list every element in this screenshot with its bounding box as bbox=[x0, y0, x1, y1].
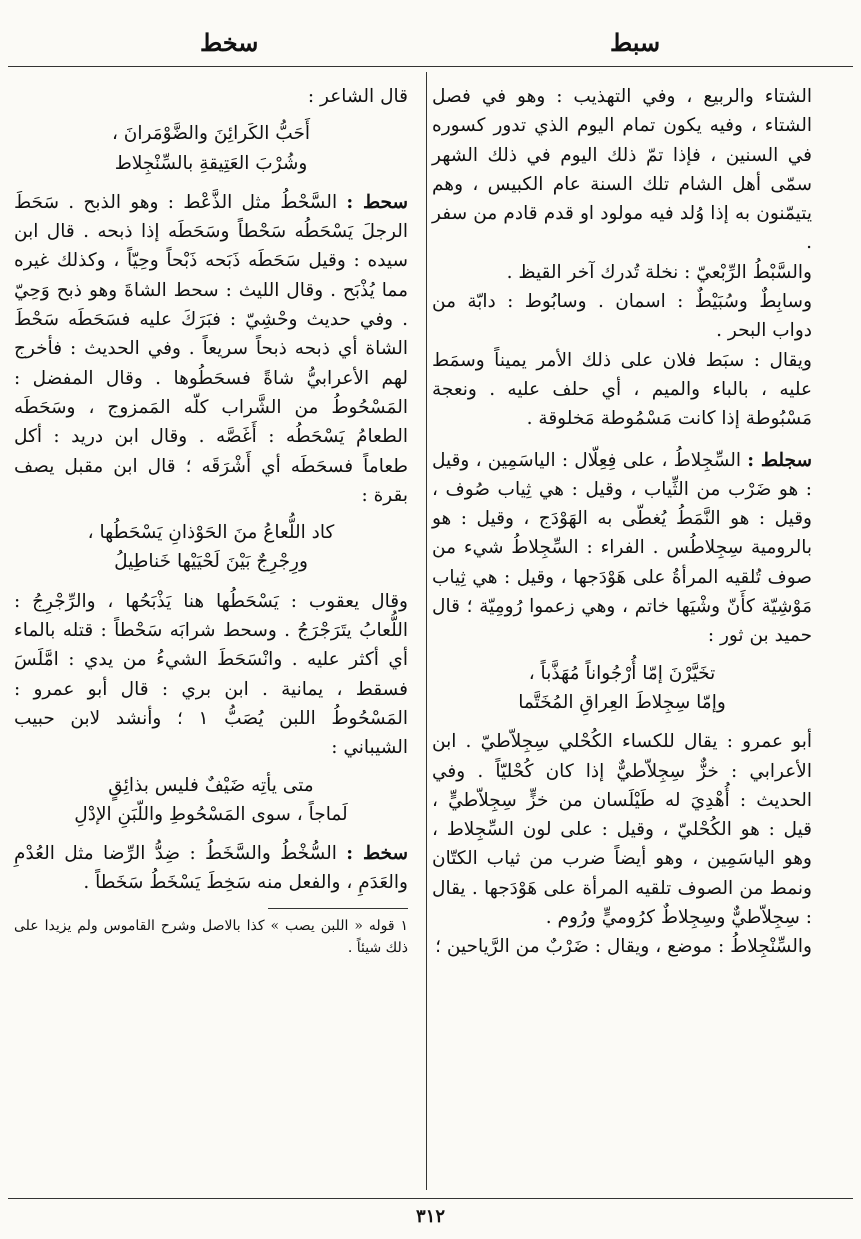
poem-verse bbox=[14, 518, 408, 577]
poem-verse bbox=[432, 659, 812, 718]
verse-line: وشُرْبَ العَتِيقةِ بالسِّنْجِلاط bbox=[114, 152, 308, 174]
verse-line: متى يأتِه ضَيْفٌ فليس بذائِقٍ bbox=[108, 774, 314, 796]
verse-line: تخَيَّرْنَ إمّا أُرْجُواناً مُهَذَّباً ، bbox=[528, 662, 716, 684]
verse-line: كاد اللُّعاعُ منَ الحَوْذانِ يَسْحَطُها ، bbox=[87, 522, 335, 544]
entry-text: السَّحْطُ مثل الذَّعْط : وهو الذبح . سَحَطَ الرجلَ يَسْحَطُه سَحْطاً وسَحَطَه إذا ذبحه . قال ابن سيده : وقيل سَحَطَه ذَبَحه ذَبْحاً وحِيّاً ، وكذلك غيره مما يُذْبَح . وقال الليث : سحط الشاةَ وهو ذبح وَحِيّ . وفي حديث وحْشِيّ : فبَرَكَ عليه فسَحَطَه سَحْطَ الشاة أي ذبحه ذبحاً سريعاً . وفي الحديث : فأخرج لهم الأعرابيُّ شاةً فسحَطُوها . وقال المفضل : المَسْحُوطُ من الشَّراب كلّه المَمزوج ، وسَحَطَه الطعامُ يَسْحَطُه : أَغَصَّه . وقال ابن دريد : أكل طعاماً فسحَطَه أي أَشْرَقَه ؛ قال ابن مقبل يصف بقرة : bbox=[14, 191, 408, 506]
right-column bbox=[432, 82, 812, 962]
header-root-left: سخط bbox=[200, 28, 259, 57]
entry-text: السُّخْطُ والسَّخَطُ : ضِدُّ الرِّضا مثل العُدْمِ والعَدَمِ ، والفعل منه سَخِطَ يَسْخَطُ سَخَطاً . bbox=[14, 843, 408, 894]
bottom-rule bbox=[8, 1198, 853, 1199]
entry-paragraph: قال الشاعر : bbox=[307, 86, 408, 107]
entry-paragraph: وسابِطٌ وسُبَيْطٌ : اسمان . وسابُوط : دابّة من دواب البحر . bbox=[432, 291, 812, 342]
entry-text: السِّجِلاطُ ، على فِعِلّال : الياسَمِين ، وقيل : هو ضَرْب من الثِّياب ، وقيل : هي ثِياب صُوف ، وقيل : هو النَّمَطُ يُغطّى به الهَوْدَج ، وقيل : هو بالرومية سِجِلاطُس . الفراء : السِّجِلاطُ شيء من صوف تُلقيه المرأةُ على هَوْدَجها ، وقيل : هي ثِياب مَوْشِيّة كأَنّ وشْيَها خاتم ، وهي زعموا رُومِيّة ؛ قال حميد بن ثور : bbox=[432, 449, 812, 647]
entry-sijlat bbox=[432, 446, 812, 651]
headword: سجلط : bbox=[747, 449, 812, 471]
header-root-right: سبط bbox=[610, 28, 661, 57]
headword: سخط : bbox=[346, 843, 408, 865]
verse-line: وإمّا سِجِلاطَ العِراقِ المُخَتَّما bbox=[518, 691, 726, 713]
entry-paragraph: الشتاء والربيع ، وفي التهذيب : وهو في فصل الشتاء ، وفيه يكون تمام اليوم الذي تدور كسوره في السنين ، فإذا تمّ ذلك اليوم في ذلك الشهر سمّى أهل الشام تلك السنة عام الكبيس ، وهم يتيمّنون به إذا وُلد فيه مولود او قدم قادم من سفر . bbox=[432, 86, 812, 254]
entry-paragraph: والسِّنْجِلاطُ : موضع ، ويقال : ضَرْبٌ من الرَّياحين ؛ bbox=[435, 936, 812, 958]
entry-sahat bbox=[14, 188, 408, 510]
verse-line: لَماجاً ، سوى المَسْحُوطِ واللّبَنِ الإدْلِ bbox=[74, 803, 348, 825]
poem-verse bbox=[14, 119, 408, 178]
footnote: ١ قوله « اللبن يصب » كذا بالاصل وشرح القاموس ولم يزيدا على ذلك شيئاً . bbox=[14, 917, 408, 956]
verse-line: أَحَبُّ الكَرائِنَ والضَّوْمَرانَ ، bbox=[111, 123, 311, 145]
entry-paragraph: أبو عمرو : يقال للكساء الكُحْلي سِجِلاّطيّ . ابن الأعرابي : خزٌّ سِجِلاّطيٌّ إذا كان كُحْليّاً . وفي الحديث : أُهْدِيَ له طَيْلَسان من خزٍّ سِجِلاّطيٍّ ، قيل : هو الكُحْليّ ، وقيل : على لون السِّجِلاط ، وهو الياسَمِين ، وهو أيضاً ضرب من ثياب الكتّان ونمط من الصوف تلقيه المرأة على هَوْدَجها . يقال : سِجِلاّطيٌّ وسِجِلاطٌ كرُوميٍّ ورُوم . bbox=[432, 731, 812, 929]
headword: سحط : bbox=[346, 191, 409, 213]
left-column bbox=[14, 82, 408, 959]
verse-line: ورِجْرِجٌ بَيْنَ لَحْيَيْها خَناطِيلُ bbox=[114, 551, 308, 573]
entry-sakhat bbox=[14, 839, 408, 898]
entry-paragraph: والسَّبْطُ الرِّبْعيّ : نخلة تُدرك آخر القيظ . bbox=[506, 261, 812, 283]
footnote-rule bbox=[268, 908, 408, 909]
top-rule bbox=[8, 66, 853, 67]
poem-verse bbox=[14, 771, 408, 830]
entry-paragraph: ويقال : سبَط فلان على ذلك الأمر يميناً وسمَط عليه ، بالباء والميم ، أي حلف عليه . ونعجة مَسْبُوطة إذا كانت مَسْمُوطة مَخلوقة . bbox=[432, 349, 812, 430]
column-divider bbox=[426, 72, 427, 1190]
page-number: ٣١٢ bbox=[415, 1206, 445, 1227]
entry-paragraph: وقال يعقوب : يَسْحَطُها هنا يَذْبَحُها ، والرِّجْرِجُ : اللُّعابُ يتَرَجْرَجُ . وسحط شرابَه سَحْطاً : قتله بالماء أي أكثر عليه . وانْسَحَطَ الشيءُ من يدي : امَّلَسَ فسقط ، يمانية . ابن بري : قال أبو عمرو : المَسْحُوطُ اللبن يُصَبُّ ١ ؛ وأنشد لابن حبيب الشيباني : bbox=[14, 590, 408, 759]
